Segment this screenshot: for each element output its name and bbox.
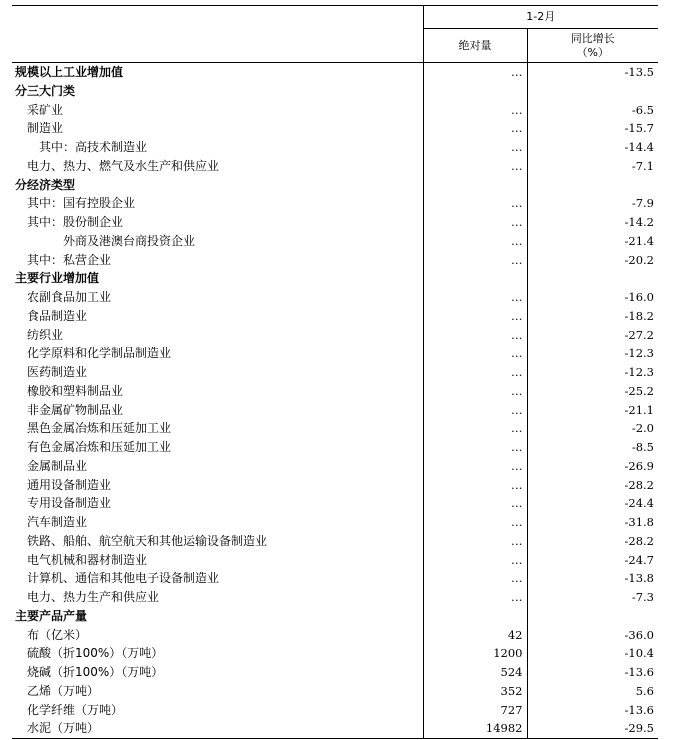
table-row <box>12 476 658 495</box>
absolute-column-header: 绝对量 <box>423 29 527 63</box>
growth-value: -25.2 <box>527 382 658 401</box>
table-row <box>12 419 658 438</box>
growth-value: -15.7 <box>527 119 658 138</box>
table-row <box>12 307 658 326</box>
absolute-value: … <box>423 476 527 495</box>
absolute-value: … <box>423 344 527 363</box>
table-row <box>12 644 658 663</box>
growth-value <box>527 607 658 626</box>
table-row <box>12 607 658 626</box>
growth-value: -20.2 <box>527 251 658 270</box>
growth-column-header <box>527 29 658 63</box>
growth-value: -7.1 <box>527 157 658 176</box>
growth-value: -27.2 <box>527 326 658 345</box>
row-label: 计算机、通信和其他电子设备制造业 <box>27 571 220 586</box>
row-label: 橡胶和塑料制品业 <box>27 383 124 398</box>
absolute-value: … <box>423 419 527 438</box>
growth-value: -13.5 <box>527 63 658 82</box>
row-label: 其中：国有控股企业 <box>27 196 136 211</box>
growth-header-line2: （%） <box>576 45 609 59</box>
growth-value: -6.5 <box>527 101 658 120</box>
row-label: 非金属矿物制品业 <box>27 402 124 417</box>
growth-value: -10.4 <box>527 644 658 663</box>
row-label: 医药制造业 <box>27 365 88 379</box>
growth-value: 5.6 <box>527 682 658 701</box>
row-label: 专用设备制造业 <box>27 496 112 511</box>
table-row <box>12 532 658 551</box>
growth-value: -21.4 <box>527 232 658 251</box>
industrial-output-table <box>12 5 658 739</box>
row-label: 纺织业 <box>27 327 64 342</box>
row-label: 乙烯（万吨） <box>27 683 100 698</box>
absolute-value: … <box>423 532 527 551</box>
table-row <box>12 513 658 532</box>
table-row <box>12 438 658 457</box>
growth-value: -31.8 <box>527 513 658 532</box>
table-row <box>12 344 658 363</box>
absolute-value: … <box>423 588 527 607</box>
growth-value: -28.2 <box>527 532 658 551</box>
growth-value: -13.6 <box>527 663 658 682</box>
table-body <box>12 63 658 739</box>
row-label: 制造业 <box>27 121 64 136</box>
row-label: 采矿业 <box>27 102 64 117</box>
growth-value: -18.2 <box>527 307 658 326</box>
growth-value: -2.0 <box>527 419 658 438</box>
table-row <box>12 269 658 288</box>
absolute-value: 42 <box>423 626 527 645</box>
table-row <box>12 288 658 307</box>
row-label: 铁路、船舶、航空航天和其他运输设备制造业 <box>27 533 268 548</box>
absolute-value: … <box>423 194 527 213</box>
absolute-value: … <box>423 119 527 138</box>
row-label: 化学原料和化学制品制造业 <box>27 346 172 361</box>
table-row <box>12 232 658 251</box>
row-label: 通用设备制造业 <box>27 477 112 492</box>
absolute-value: … <box>423 213 527 232</box>
table-row <box>12 682 658 701</box>
table-row <box>12 663 658 682</box>
table-row <box>12 401 658 420</box>
absolute-value: … <box>423 438 527 457</box>
absolute-value: … <box>423 157 527 176</box>
absolute-value: … <box>423 326 527 345</box>
row-label: 其中：股份制企业 <box>27 215 124 229</box>
row-label: 外商及港澳台商投资企业 <box>63 233 196 248</box>
growth-value <box>527 82 658 101</box>
row-label: 电气机械和器材制造业 <box>27 552 148 567</box>
growth-value: -26.9 <box>527 457 658 476</box>
growth-value: -13.6 <box>527 701 658 720</box>
row-label: 硫酸（折100%）（万吨） <box>27 646 164 661</box>
growth-value: -24.7 <box>527 551 658 570</box>
table-row <box>12 251 658 270</box>
table-row <box>12 626 658 645</box>
table-row <box>12 588 658 607</box>
row-label: 金属制品业 <box>27 458 88 473</box>
absolute-value: … <box>423 569 527 588</box>
growth-value: -14.4 <box>527 138 658 157</box>
absolute-value: 14982 <box>423 719 527 738</box>
absolute-value: … <box>423 232 527 251</box>
growth-value: -8.5 <box>527 438 658 457</box>
table-row <box>12 569 658 588</box>
table-header <box>12 6 658 63</box>
absolute-value: 1200 <box>423 644 527 663</box>
row-label: 主要行业增加值 <box>15 271 100 286</box>
growth-value <box>527 176 658 195</box>
table-row <box>12 138 658 157</box>
table-row <box>12 176 658 195</box>
table-row <box>12 194 658 213</box>
row-label: 食品制造业 <box>27 308 88 323</box>
growth-value: -16.0 <box>527 288 658 307</box>
absolute-value: … <box>423 401 527 420</box>
table-row <box>12 719 658 738</box>
row-label: 主要产品产量 <box>15 608 88 623</box>
absolute-value <box>423 176 527 195</box>
growth-value: -24.4 <box>527 494 658 513</box>
row-label: 电力、热力、燃气及水生产和供应业 <box>27 158 220 173</box>
absolute-value <box>423 269 527 288</box>
growth-value: -29.5 <box>527 719 658 738</box>
absolute-value: … <box>423 63 527 82</box>
absolute-value: … <box>423 101 527 120</box>
absolute-value: … <box>423 138 527 157</box>
header-blank-cell <box>12 29 423 63</box>
growth-value <box>527 269 658 288</box>
growth-value: -12.3 <box>527 344 658 363</box>
row-label: 黑色金属冶炼和压延加工业 <box>27 421 172 436</box>
absolute-value: … <box>423 513 527 532</box>
table-row <box>12 457 658 476</box>
table-row <box>12 119 658 138</box>
table-row <box>12 494 658 513</box>
absolute-value <box>423 82 527 101</box>
row-label: 分三大门类 <box>15 83 76 98</box>
row-label: 电力、热力生产和供应业 <box>27 590 160 604</box>
growth-header-line1: 同比增长 <box>570 31 615 45</box>
table-row <box>12 101 658 120</box>
absolute-value: … <box>423 551 527 570</box>
absolute-value: … <box>423 307 527 326</box>
row-label: 烧碱（折100%）（万吨） <box>27 665 164 679</box>
absolute-value: 352 <box>423 682 527 701</box>
table-row <box>12 326 658 345</box>
row-label: 其中：私营企业 <box>27 252 112 267</box>
table-row <box>12 701 658 720</box>
absolute-value: … <box>423 363 527 382</box>
period-header: 1-2月 <box>423 6 658 29</box>
table-row <box>12 82 658 101</box>
growth-value: -14.2 <box>527 213 658 232</box>
absolute-value: … <box>423 382 527 401</box>
absolute-value: … <box>423 288 527 307</box>
row-label: 水泥（万吨） <box>12 719 423 738</box>
growth-value: -28.2 <box>527 476 658 495</box>
absolute-value: … <box>423 251 527 270</box>
table-row <box>12 382 658 401</box>
table-row <box>12 63 658 82</box>
growth-value: -21.1 <box>527 401 658 420</box>
absolute-value: 727 <box>423 701 527 720</box>
growth-value: -12.3 <box>527 363 658 382</box>
row-label: 化学纤维（万吨） <box>27 702 124 717</box>
absolute-value: 524 <box>423 663 527 682</box>
growth-value: -36.0 <box>527 626 658 645</box>
absolute-value: … <box>423 494 527 513</box>
header-blank-cell <box>12 6 423 29</box>
table-row <box>12 363 658 382</box>
absolute-value: … <box>423 457 527 476</box>
row-label: 规模以上工业增加值 <box>15 65 124 79</box>
growth-value: -7.3 <box>527 588 658 607</box>
row-label: 布（亿米） <box>27 627 88 642</box>
growth-value: -7.9 <box>527 194 658 213</box>
row-label: 农副食品加工业 <box>27 290 112 304</box>
growth-value: -13.8 <box>527 569 658 588</box>
row-label: 汽车制造业 <box>27 515 88 529</box>
row-label: 有色金属冶炼和压延加工业 <box>27 440 172 454</box>
table-row <box>12 157 658 176</box>
row-label: 其中：高技术制造业 <box>39 140 148 154</box>
table-row <box>12 551 658 570</box>
table-row <box>12 213 658 232</box>
absolute-value <box>423 607 527 626</box>
row-label: 分经济类型 <box>15 177 76 192</box>
